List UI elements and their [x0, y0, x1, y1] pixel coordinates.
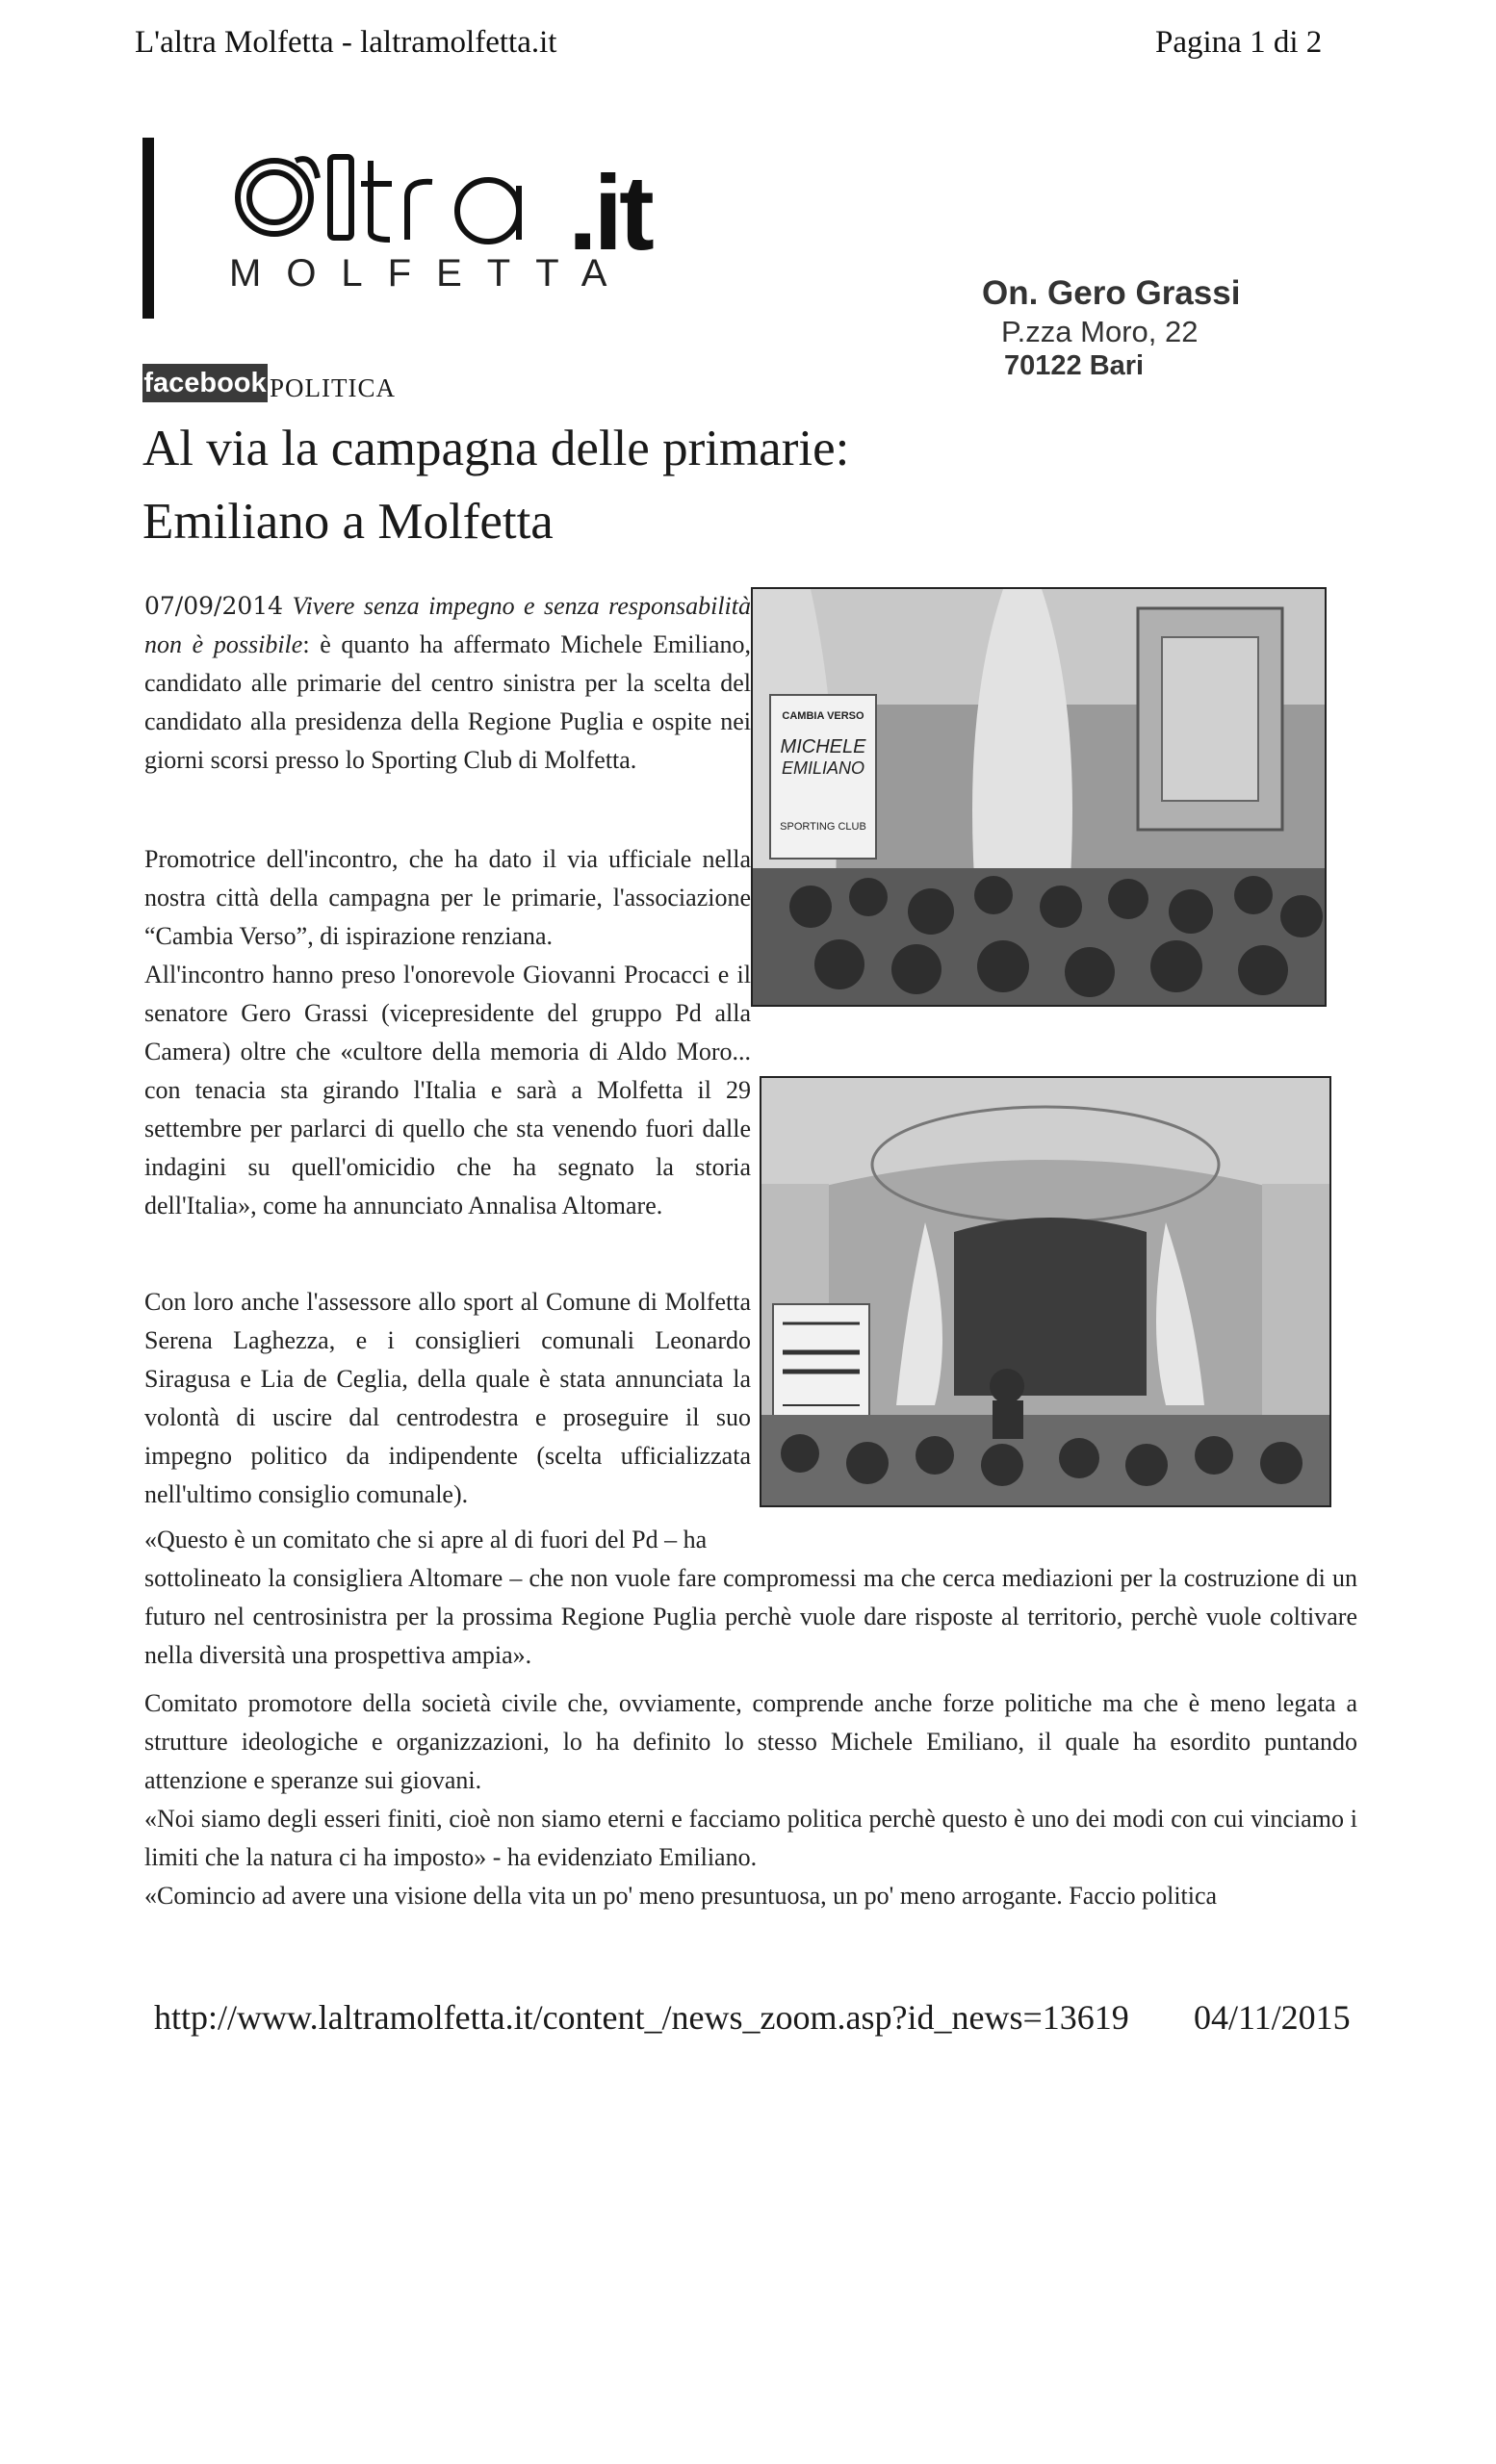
- article-lead: [144, 587, 751, 780]
- banner-line-1: CAMBIA VERSO: [782, 710, 864, 722]
- logo-town: MOLFETTA: [229, 252, 632, 295]
- banner-line-2: MICHELE: [780, 736, 866, 757]
- stamp-street: P.zza Moro, 22: [1001, 315, 1199, 348]
- site-name: L'altra Molfetta - laltramolfetta.it: [135, 25, 557, 60]
- section-label: POLITICA: [270, 373, 396, 402]
- footer-url[interactable]: http://www.laltramolfetta.it/content_/news_zoom.asp?id_news=13619: [154, 1998, 1129, 2037]
- article-title-line-2: Emiliano a Molfetta: [142, 494, 554, 550]
- event-photo-1: [751, 587, 1327, 1007]
- paragraph-6: Comitato promotore della società civile che, ovviamente, comprende anche forze politiche ma che è meno legata a strutture ideologiche e organizzazioni, lo ha definito lo stesso Michele Emiliano, il quale ha esordito puntando attenzione e speranze sui giovani.: [144, 1689, 1357, 1794]
- lead-quote: Vivere senza impegno e senza responsabilità non è possibile: [144, 592, 752, 658]
- footer-date: 04/11/2015: [1194, 1998, 1351, 2037]
- lead-text: : è quanto ha affermato Michele Emiliano, candidato alle primarie del centro sinistra per la scelta del candidato alla presidenza della Regione Puglia e ospite nei giorni scorsi presso lo Sporting Club di Molfetta.: [144, 630, 751, 774]
- event-photo-2: [760, 1076, 1331, 1507]
- paragraph-7: «Noi siamo degli esseri finiti, cioè non siamo eterni e facciamo politica perchè questo è uno dei modi con cui vinciamo i limiti che la natura ci ha imposto» - ha evidenziato Emiliano.: [144, 1805, 1357, 1871]
- stamp-name: On. Gero Grassi: [982, 274, 1241, 312]
- article-title: [142, 412, 961, 558]
- paragraph-4: Con loro anche l'assessore allo sport al Comune di Molfetta Serena Laghezza, e i consiglieri comunali Leonardo Siragusa e Lia de Ceglia, della quale è stata annunciata la volontà di uscire dal centrodestra e proseguire il suo impegno politico da indipendente (scelta ufficializzata nell'ultimo consiglio comunale).: [144, 1288, 751, 1508]
- banner-line-4: SPORTING CLUB: [780, 821, 866, 833]
- paragraph-8: «Comincio ad avere una visione della vita un po' meno presuntuosa, un po' meno arrogante. Faccio politica: [144, 1882, 1218, 1910]
- article-date: 07/09/2014: [144, 592, 284, 620]
- logo-bar: [142, 138, 154, 319]
- paragraph-5-end: sottolineato la consigliera Altomare – che non vuole fare compromessi ma che cerca mediazioni per la costruzione di un futuro nel centrosinistra per la prossima Regione Puglia perchè vuole dare risposte al territorio, perchè vuole coltivare nella diversità una prospettiva ampia».: [144, 1564, 1357, 1669]
- page-count: Pagina 1 di 2: [1155, 25, 1323, 60]
- banner-line-3: EMILIANO: [781, 758, 865, 778]
- paragraph-2: Promotrice dell'incontro, che ha dato il via ufficiale nella nostra città della campagna per le primarie, l'associazione “Cambia Verso”, di ispirazione renziana.: [144, 845, 751, 950]
- stamp-city: 70122 Bari: [1004, 350, 1145, 381]
- article-title-line-1: Al via la campagna delle primarie:: [142, 421, 850, 476]
- paragraph-3: All'incontro hanno preso l'onorevole Giovanni Procacci e il senatore Gero Grassi (vicepresidente del gruppo Pd alla Camera) oltre che «cultore della memoria di Aldo Moro... con tenacia sta girando l'Italia e sarà a Molfetta il 29 settembre per parlarci di quello che sta venendo fuori dalle indagini su quell'omicidio che ha segnato la storia dell'Italia», come ha annunciato Annalisa Altomare.: [144, 961, 751, 1219]
- site-logo: [226, 140, 573, 260]
- logo-domain: .it: [568, 154, 651, 272]
- facebook-badge[interactable]: facebook: [142, 364, 268, 402]
- paragraph-5-start: «Questo è un comitato che si apre al di fuori del Pd – ha: [144, 1526, 708, 1553]
